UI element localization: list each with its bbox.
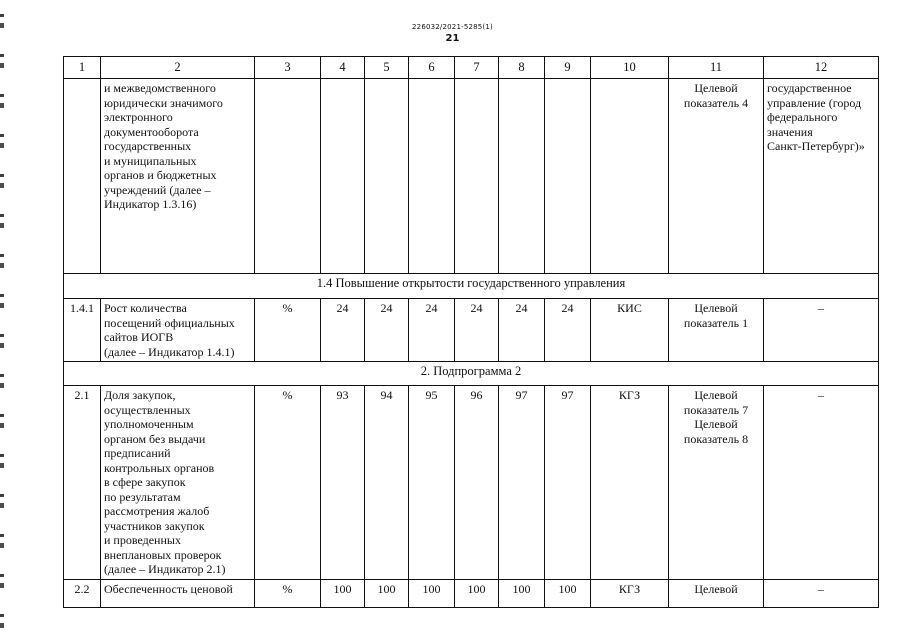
target-indicator-cell: Целевой показатель 1 — [669, 299, 764, 362]
value-cell — [409, 79, 455, 274]
value-cell: 94 — [365, 386, 409, 580]
section-title: 2. Подпрограмма 2 — [64, 362, 879, 386]
source-cell: КГЗ — [591, 579, 669, 607]
section-title: 1.4 Повышение открытости государственного управления — [64, 274, 879, 299]
value-cell: 96 — [455, 386, 499, 580]
unit-cell: % — [255, 299, 321, 362]
value-cell — [545, 79, 591, 274]
table-row — [64, 579, 879, 607]
value-cell: 24 — [321, 299, 365, 362]
col-num-2: 2 — [101, 57, 255, 79]
col-num-11: 11 — [669, 57, 764, 79]
value-cell — [499, 79, 545, 274]
indicator-name: Доля закупок, осуществленных уполномоченным органом без выдачи предписаний контрольных органов в сфере закупок по результатам рассмотрения жалоб участников закупок и проведенных внеплановых проверок (далее – Индикатор 2.1) — [101, 386, 255, 580]
note-cell: государственное управление (город федерального значения Санкт-Петербург)» — [764, 79, 879, 274]
col-num-5: 5 — [365, 57, 409, 79]
value-cell: 100 — [409, 579, 455, 607]
source-cell — [591, 79, 669, 274]
value-cell: 93 — [321, 386, 365, 580]
section-row — [64, 362, 879, 386]
row-id: 2.1 — [64, 386, 101, 580]
table-row — [64, 79, 879, 274]
indicator-name: Рост количества посещений официальных сайтов ИОГВ (далее – Индикатор 1.4.1) — [101, 299, 255, 362]
value-cell: 24 — [499, 299, 545, 362]
col-num-8: 8 — [499, 57, 545, 79]
row-id: 2.2 — [64, 579, 101, 607]
target-indicator-cell: Целевой — [669, 579, 764, 607]
value-cell: 97 — [545, 386, 591, 580]
indicator-name: Обеспеченность ценовой — [101, 579, 255, 607]
indicators-table — [63, 56, 879, 608]
value-cell — [321, 79, 365, 274]
page-number: 21 — [445, 33, 460, 44]
row-id: 1.4.1 — [64, 299, 101, 362]
scan-edge-mark — [0, 14, 4, 634]
value-cell — [455, 79, 499, 274]
document-id: 226032/2021-5285(1) — [412, 23, 493, 31]
section-row — [64, 274, 879, 299]
unit-cell: % — [255, 386, 321, 580]
value-cell: 24 — [455, 299, 499, 362]
col-num-12: 12 — [764, 57, 879, 79]
indicator-name: и межведомственного юридически значимого электронного документооборота государственных и муниципальных органов и бюджетных учреждений (далее – Индикатор 1.3.16) — [101, 79, 255, 274]
unit-cell — [255, 79, 321, 274]
source-cell: КГЗ — [591, 386, 669, 580]
value-cell: 24 — [365, 299, 409, 362]
value-cell: 100 — [545, 579, 591, 607]
value-cell: 100 — [365, 579, 409, 607]
value-cell: 100 — [321, 579, 365, 607]
note-cell: – — [764, 299, 879, 362]
col-num-1: 1 — [64, 57, 101, 79]
value-cell: 95 — [409, 386, 455, 580]
col-num-7: 7 — [455, 57, 499, 79]
col-num-3: 3 — [255, 57, 321, 79]
source-cell: КИС — [591, 299, 669, 362]
value-cell: 24 — [545, 299, 591, 362]
unit-cell: % — [255, 579, 321, 607]
note-cell: – — [764, 579, 879, 607]
value-cell: 97 — [499, 386, 545, 580]
target-indicator-cell: Целевой показатель 7 Целевой показатель 8 — [669, 386, 764, 580]
note-cell: – — [764, 386, 879, 580]
table-row — [64, 386, 879, 580]
column-number-row — [64, 57, 879, 79]
target-indicator-cell: Целевой показатель 4 — [669, 79, 764, 274]
row-id — [64, 79, 101, 274]
col-num-4: 4 — [321, 57, 365, 79]
col-num-10: 10 — [591, 57, 669, 79]
value-cell: 100 — [455, 579, 499, 607]
value-cell — [365, 79, 409, 274]
value-cell: 24 — [409, 299, 455, 362]
col-num-9: 9 — [545, 57, 591, 79]
col-num-6: 6 — [409, 57, 455, 79]
table-row — [64, 299, 879, 362]
value-cell: 100 — [499, 579, 545, 607]
